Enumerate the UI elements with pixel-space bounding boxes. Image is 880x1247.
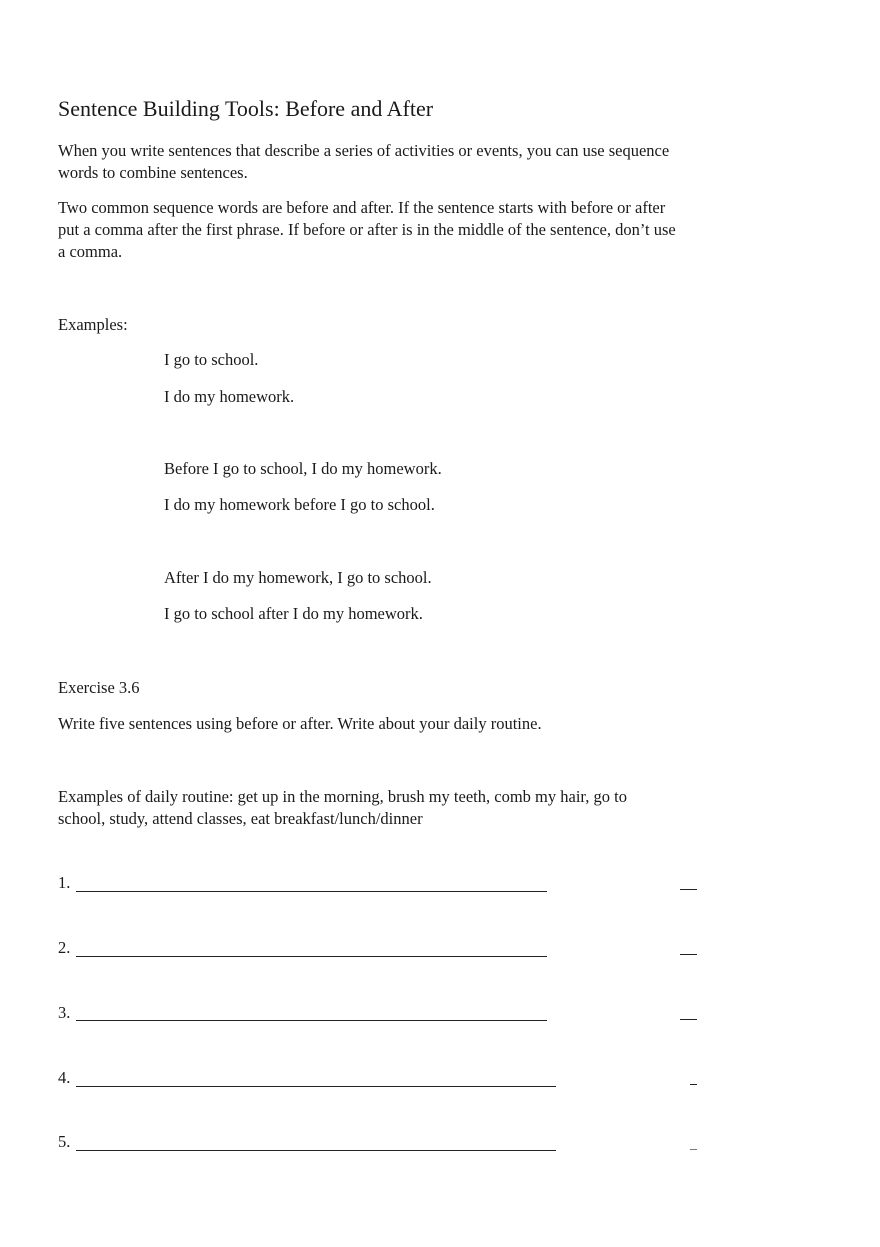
answer-tick bbox=[680, 954, 697, 955]
answer-line[interactable] bbox=[76, 891, 547, 892]
intro-paragraph-1: When you write sentences that describe a series of activities or events, you can use sequence words to combine sentences. bbox=[58, 141, 670, 182]
exercise-instruction: Write five sentences using before or after. Write about your daily routine. bbox=[58, 714, 542, 733]
example-line: I do my homework before I go to school. bbox=[164, 495, 435, 514]
intro-paragraph-2: Two common sequence words are before and after. If the sentence starts with before or after put a comma after the first phrase. If before or after is in the middle of the sentence, don’t use a comma. bbox=[58, 198, 676, 261]
answer-tick bbox=[690, 1149, 697, 1150]
example-line: I go to school after I do my homework. bbox=[164, 604, 423, 623]
answer-number: 4. bbox=[58, 1068, 71, 1087]
example-line: Before I go to school, I do my homework. bbox=[164, 459, 442, 478]
daily-routine-examples: Examples of daily routine: get up in the morning, brush my teeth, comb my hair, go to school, study, attend classes, eat breakfast/lunch/dinner bbox=[58, 787, 627, 828]
answer-number: 1. bbox=[58, 873, 71, 892]
exercise-heading: Exercise 3.6 bbox=[58, 678, 140, 697]
answer-tick bbox=[690, 1084, 697, 1085]
example-line: I do my homework. bbox=[164, 387, 295, 406]
answer-line[interactable] bbox=[76, 1086, 556, 1087]
answer-tick bbox=[680, 1019, 697, 1020]
examples-heading: Examples: bbox=[58, 315, 128, 334]
answer-tick bbox=[680, 889, 697, 890]
answer-line[interactable] bbox=[76, 1150, 556, 1151]
answer-line[interactable] bbox=[76, 1020, 547, 1021]
answer-line[interactable] bbox=[76, 956, 547, 957]
example-line: After I do my homework, I go to school. bbox=[164, 568, 432, 587]
page-title: Sentence Building Tools: Before and After bbox=[58, 96, 434, 121]
answer-number: 2. bbox=[58, 938, 71, 957]
answer-number: 5. bbox=[58, 1132, 71, 1151]
answer-number: 3. bbox=[58, 1003, 71, 1022]
example-line: I go to school. bbox=[164, 350, 259, 369]
